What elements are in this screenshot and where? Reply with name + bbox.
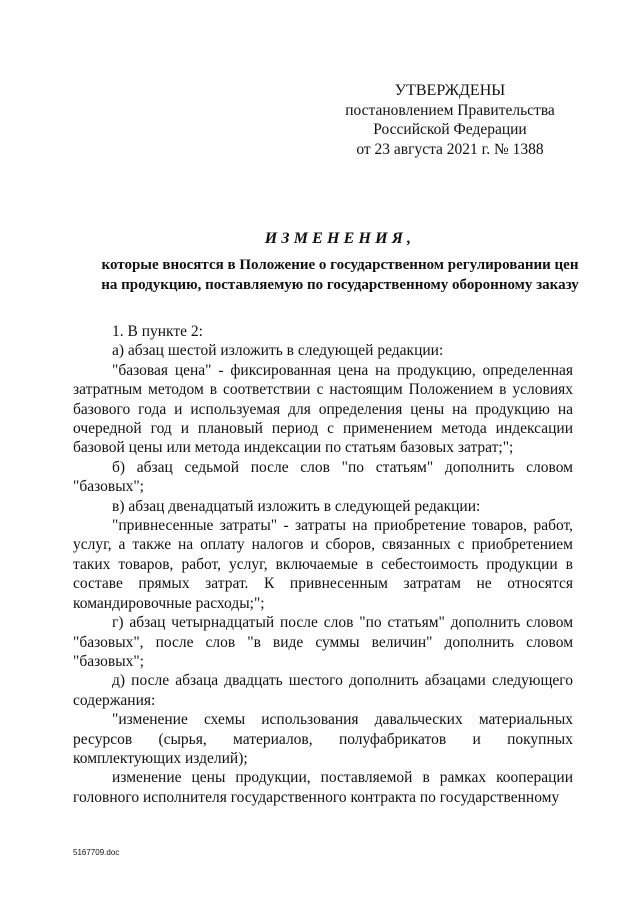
subitem-d-quote1-line-3: комплектующих изделий); (73, 749, 248, 767)
subitem-v-intro: в) абзац двенадцатый изложить в следующей редакции: (112, 497, 481, 515)
footer-filename: 5167709.doc (73, 848, 120, 857)
item-1-heading: 1. В пункте 2: (112, 323, 203, 340)
subitem-v-text: "привнесенные затраты" - затраты на приобретение товаров, работ, услуг, а также на оплату налогов и сборов, связанных с приобретением таких товаров, работ, услуг, включаемые в себестоимость продукции в составе прямых затрат. К привнесенным затратам не относятся командировочные расходы;"; (73, 517, 573, 612)
approval-block (330, 81, 570, 159)
approval-title: УТВЕРЖДЕНЫ (394, 82, 506, 99)
approval-line-2: Российской Федерации (373, 121, 527, 138)
approval-line-1: постановлением Правительства (345, 101, 555, 119)
document-body (73, 322, 573, 807)
subitem-a-intro: а) абзац шестой изложить в следующей редакции: (112, 342, 444, 360)
subitem-d-quote1-line-1: "изменение схемы использования давальческих материальных (112, 711, 573, 729)
document-title: ИЗМЕНЕНИЯ, (264, 230, 416, 247)
subitem-b-text: б) абзац седьмой после слов "по статьям" дополнить словом "базовых"; (73, 458, 573, 496)
document-subtitle (60, 256, 620, 295)
subitem-a-text: "базовая цена" - фиксированная цена на продукцию, определенная затратным методом в соответствии с настоящим Положением в условиях базового года и используемая для определения цены на продукцию на очередной год и плановый период с применением метода индексации базовой цены или метода индексации по статьям базовых затрат;"; (73, 361, 573, 457)
subitem-d-quote2: изменение цены продукции, поставляемой в рамках кооперации головного исполнителя государственного контракта по государственному (73, 769, 573, 806)
subitem-d-quote1-line-2: ресурсов (сырья, материалов, полуфабрикатов и покупных (73, 730, 573, 748)
subtitle-line-2: на продукцию, поставляемую по государственному оборонному заказу (101, 276, 579, 293)
subtitle-line-1: которые вносятся в Положение о государственном регулировании цен (101, 257, 579, 273)
subitem-d-text: д) после абзаца двадцать шестого дополнить абзацами следующего содержания: (73, 672, 573, 709)
subitem-g-text: г) абзац четырнадцатый после слов "по статьям" дополнить словом "базовых", после слов "в виде суммы величин" дополнить словом "базовых"; (73, 614, 573, 670)
approval-line-3: от 23 августа 2021 г. № 1388 (356, 140, 544, 158)
